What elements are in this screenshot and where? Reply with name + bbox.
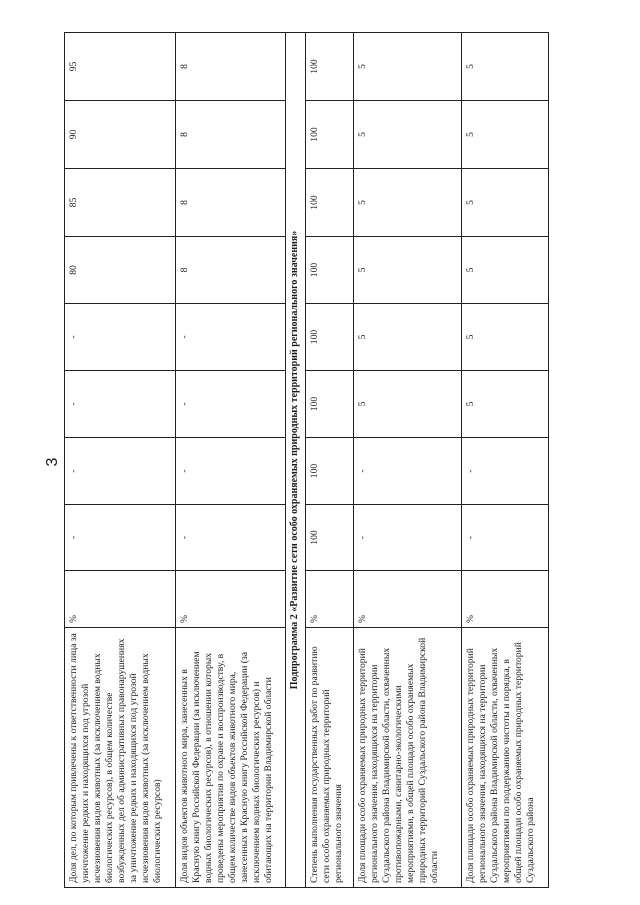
value-cell: 5 <box>462 371 549 438</box>
unit-cell: % <box>176 571 286 628</box>
value-cell: 5 <box>462 169 549 237</box>
value-cell: 5 <box>462 33 549 101</box>
value-cell: 100 <box>306 33 354 101</box>
subprogram-title: Подпрограмма 2 «Развитие сети особо охраняемых природных территорий регионального значения» <box>286 33 306 888</box>
value-cell: 5 <box>354 33 462 101</box>
value-cell: 8 <box>176 101 286 169</box>
value-cell: 5 <box>354 169 462 237</box>
unit-cell: % <box>65 571 176 628</box>
page-number: 3 <box>44 457 61 467</box>
value-cell: 80 <box>65 237 176 304</box>
value-cell: 100 <box>306 101 354 169</box>
value-cell: 5 <box>462 237 549 304</box>
table-row <box>462 33 549 888</box>
value-cell: - <box>354 438 462 505</box>
value-cell: 100 <box>306 438 354 505</box>
value-cell: 5 <box>354 304 462 371</box>
value-cell: 5 <box>354 237 462 304</box>
value-cell: - <box>462 438 549 505</box>
value-cell: 8 <box>176 33 286 101</box>
value-cell: - <box>176 505 286 571</box>
value-cell: - <box>176 371 286 438</box>
value-cell: 8 <box>176 169 286 237</box>
value-cell: - <box>65 505 176 571</box>
value-cell: 5 <box>354 101 462 169</box>
value-cell: - <box>176 438 286 505</box>
value-cell: 100 <box>306 371 354 438</box>
unit-cell: % <box>354 571 462 628</box>
table-row <box>176 33 286 888</box>
value-cell: - <box>65 304 176 371</box>
indicator-name: Степень выполнения государственных работ по развитию сети особо охраняемых природных территорий регионального значения <box>306 628 354 888</box>
indicator-name: Доля площади особо охраняемых природных территорий регионального значения, находящихся на территории Суздальского района Владимирской области, охваченных противопожарными, санитарно-экологическими мероприятиями, в общей площади особо охраняемых природных территорий Суздальского района Владимирской области <box>354 628 462 888</box>
table-row <box>306 33 354 888</box>
subprogram-row <box>286 33 306 888</box>
value-cell: - <box>65 371 176 438</box>
indicator-name: Доля площади особо охраняемых природных территорий регионального значения, находящихся на территории Суздальского района Владимирской области, охваченных мероприятиями по поддержанию чистоты и порядка, в общей площади особо охраняемых природных территорий Суздальского района <box>462 628 549 888</box>
table-row <box>354 33 462 888</box>
value-cell: 95 <box>65 33 176 101</box>
unit-cell: % <box>462 571 549 628</box>
value-cell: 100 <box>306 237 354 304</box>
value-cell: 85 <box>65 169 176 237</box>
value-cell: - <box>65 438 176 505</box>
indicator-name: Доля дел, по которым привлечены к ответственности лица за уничтожение редких и находящихся под угрозой исчезновения видов животных (за исключением водных биологических ресурсов), в общем количестве возбужденных дел об административных правонарушениях за уничтожение редких и находящихся под угрозой исчезновения видов животных (за исключением водных биологических ресурсов) <box>65 628 176 888</box>
value-cell: 5 <box>354 371 462 438</box>
indicators-table-rotated <box>64 33 548 888</box>
value-cell: - <box>462 505 549 571</box>
value-cell: 5 <box>462 101 549 169</box>
value-cell: - <box>354 505 462 571</box>
value-cell: 5 <box>462 304 549 371</box>
value-cell: 8 <box>176 237 286 304</box>
indicator-name: Доля видов объектов животного мира, занесенных в Красную книгу Российской Федерации (за исключением водных биологических ресурсов), в отношении которых проведены мероприятия по охране и воспроизводству, в общем количестве видов объектов животного мира, занесенных в Красную книгу Российской Федерации (за исключением водных биологических ресурсов) и обитающих на территории Владимирской области <box>176 628 286 888</box>
unit-cell: % <box>306 571 354 628</box>
indicators-table <box>64 32 549 888</box>
value-cell: 100 <box>306 505 354 571</box>
value-cell: - <box>176 304 286 371</box>
value-cell: 90 <box>65 101 176 169</box>
value-cell: 100 <box>306 304 354 371</box>
value-cell: 100 <box>306 169 354 237</box>
table-row <box>65 33 176 888</box>
